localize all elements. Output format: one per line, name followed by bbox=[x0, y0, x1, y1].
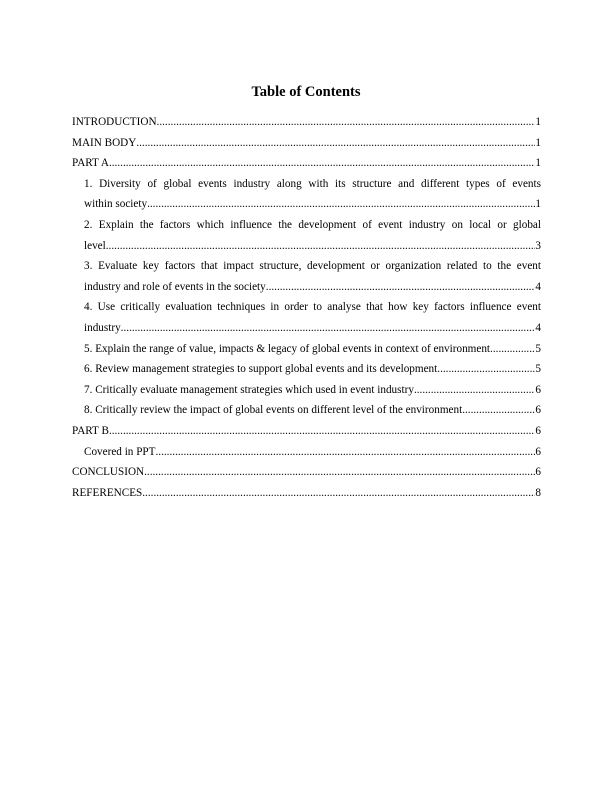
dot-leader bbox=[414, 380, 535, 401]
dot-leader bbox=[437, 359, 535, 380]
dot-leader bbox=[142, 483, 535, 504]
toc-entry-text-line1: 4. Use critically evaluation techniques in order to analyse that how key factors influence event bbox=[84, 301, 541, 314]
toc-entry-text: 5. Explain the range of value, impacts & legacy of global events in context of environment bbox=[84, 342, 491, 355]
toc-entry-main-body[interactable] bbox=[72, 133, 541, 154]
dot-leader bbox=[266, 277, 536, 298]
dot-leader bbox=[147, 194, 535, 215]
dot-leader bbox=[109, 421, 535, 442]
toc-entry-text-line2: industry bbox=[84, 321, 121, 334]
dot-leader bbox=[136, 133, 535, 154]
toc-entry-page: 6 bbox=[535, 383, 541, 396]
toc-entry-section-6[interactable] bbox=[72, 359, 541, 380]
toc-entry-page: 1 bbox=[535, 157, 541, 170]
dot-leader bbox=[109, 153, 535, 174]
toc-entry-conclusion[interactable] bbox=[72, 462, 541, 483]
dot-leader bbox=[155, 442, 535, 463]
toc-entry-page: 1 bbox=[535, 136, 541, 149]
toc-entry-text: REFERENCES bbox=[72, 486, 143, 499]
toc-entry-page: 6 bbox=[535, 424, 541, 437]
toc-entry-part-a[interactable] bbox=[72, 153, 541, 174]
toc-entry-section-8[interactable] bbox=[72, 400, 541, 421]
dot-leader bbox=[121, 318, 536, 339]
toc-entry-text: PART A bbox=[72, 157, 109, 170]
toc-entry-page: 5 bbox=[535, 342, 541, 355]
toc-entry-text-line2: within society bbox=[84, 198, 148, 211]
dot-leader bbox=[462, 400, 535, 421]
toc-entry-text-line2: industry and role of events in the society bbox=[84, 280, 266, 293]
toc-entry-text: 7. Critically evaluate management strategies which used in event industry bbox=[84, 383, 414, 396]
toc-entry-text: MAIN BODY bbox=[72, 136, 137, 149]
dot-leader bbox=[144, 462, 535, 483]
toc-entry-text: Covered in PPT bbox=[84, 445, 156, 458]
toc-entry-references[interactable] bbox=[72, 483, 541, 504]
toc-entry-text-line1: 2. Explain the factors which influence the development of event industry on local or global bbox=[84, 218, 541, 231]
toc-entry-text: 6. Review management strategies to support global events and its development bbox=[84, 363, 438, 376]
toc-entry-section-3[interactable] bbox=[72, 256, 541, 297]
toc-entry-section-2[interactable] bbox=[72, 215, 541, 256]
toc-entry-page: 1 bbox=[535, 116, 541, 128]
toc-title: Table of Contents bbox=[251, 84, 361, 100]
dot-leader bbox=[106, 236, 536, 257]
toc-entry-text: PART B bbox=[72, 424, 109, 437]
toc-entry-section-1[interactable] bbox=[72, 174, 541, 215]
toc-entry-page: 6 bbox=[535, 466, 541, 479]
toc-entry-section-7[interactable] bbox=[72, 380, 541, 401]
toc-entry-page: 5 bbox=[535, 363, 541, 376]
toc-entry-page: 6 bbox=[535, 404, 541, 417]
toc-entry-covered-in-ppt[interactable] bbox=[72, 442, 541, 463]
toc-entry-text-line1: 1. Diversity of global events industry along with its structure and different types of events bbox=[84, 177, 541, 190]
toc-entry-part-b[interactable] bbox=[72, 421, 541, 442]
toc-entry-page: 3 bbox=[535, 239, 541, 252]
toc-entry-section-4[interactable] bbox=[72, 297, 541, 338]
toc-entry-section-5[interactable] bbox=[72, 339, 541, 360]
toc-entry-text: CONCLUSION bbox=[72, 466, 145, 479]
table-of-contents bbox=[72, 112, 541, 503]
toc-entry-page: 4 bbox=[535, 321, 541, 334]
toc-entry-page: 6 bbox=[535, 445, 541, 458]
toc-entry-text: INTRODUCTION bbox=[72, 116, 157, 128]
toc-entry-page: 8 bbox=[535, 486, 541, 499]
toc-entry-text: 8. Critically review the impact of global events on different level of the environment bbox=[84, 404, 463, 417]
toc-entry-page: 1 bbox=[535, 198, 541, 211]
toc-entry-text-line1: 3. Evaluate key factors that impact structure, development or organization related to the event bbox=[84, 260, 541, 273]
toc-entry-page: 4 bbox=[535, 280, 541, 293]
dot-leader bbox=[157, 112, 536, 133]
dot-leader bbox=[490, 339, 535, 360]
toc-entry-introduction[interactable] bbox=[72, 112, 541, 133]
toc-entry-text-line2: level bbox=[84, 239, 106, 252]
